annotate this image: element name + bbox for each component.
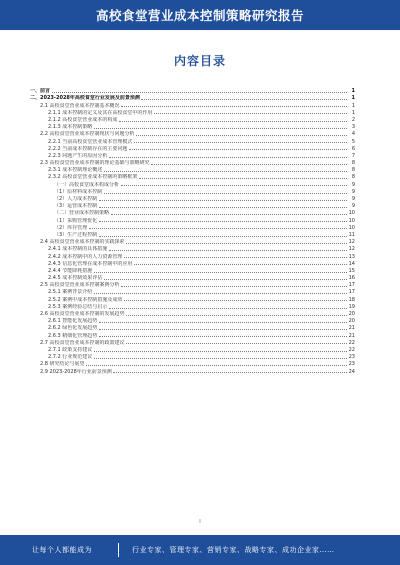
table-of-contents	[30, 87, 355, 375]
toc-entry-page: 15	[348, 267, 355, 274]
toc-entry-page: 14	[348, 260, 355, 267]
toc-entry-page: 18	[348, 296, 355, 303]
toc-entry[interactable]	[30, 288, 355, 295]
report-title: 高校食堂营业成本控制策略研究报告	[95, 8, 304, 23]
toc-entry[interactable]	[30, 245, 355, 252]
toc-entry-page: 5	[351, 138, 355, 145]
toc-entry-text: 2.7.2 行业规范建议	[48, 354, 93, 361]
toc-leader-dots	[126, 243, 346, 244]
toc-entry-page: 1	[351, 88, 355, 95]
toc-leader-dots	[126, 315, 346, 316]
toc-leader-dots	[126, 343, 346, 344]
toc-entry-text: 2.1.3 成本控制策略	[48, 124, 93, 131]
toc-entry[interactable]	[30, 324, 355, 331]
toc-entry-page: 11	[348, 231, 355, 238]
toc-leader-dots	[86, 365, 346, 366]
toc-entry-page: 1	[351, 102, 355, 109]
toc-leader-dots	[154, 113, 347, 114]
toc-entry-text: 一、前言	[30, 88, 51, 95]
toc-entry-page: 22	[348, 339, 355, 346]
toc-entry-page: 16	[348, 275, 355, 282]
toc-entry[interactable]	[30, 145, 355, 152]
toc-entry-text: （一）高校食堂成本构成分析	[54, 181, 120, 188]
toc-entry-page: 3	[351, 124, 355, 131]
toc-entry[interactable]	[30, 339, 355, 346]
toc-entry[interactable]	[30, 173, 355, 180]
toc-entry[interactable]	[30, 195, 355, 202]
page-number: I	[199, 519, 201, 525]
toc-leader-dots	[52, 92, 347, 93]
toc-entry[interactable]	[30, 209, 355, 216]
toc-leader-dots	[109, 308, 347, 309]
toc-entry-text: 2.2.2 当前成本控制存在的主要问题	[48, 145, 128, 152]
toc-entry-page: 9	[351, 203, 355, 210]
toc-entry[interactable]	[30, 109, 355, 116]
toc-entry-text: 2.4 高校食堂营业成本控制的实践探索	[40, 239, 125, 246]
toc-leader-dots	[104, 193, 347, 194]
toc-entry-text: 2.6.2 绿色化发展趋势	[48, 325, 98, 332]
toc-entry-text: 二、2023-2028年高校食堂行业发展及前景预测	[30, 95, 140, 102]
toc-entry-page: 20	[348, 311, 355, 317]
toc-entry-page: 4	[351, 131, 355, 138]
toc-entry[interactable]	[30, 260, 355, 267]
toc-entry-text: 2.4.1 成本控制的具体措施	[48, 246, 108, 253]
toc-entry-page: 2	[351, 116, 355, 123]
toc-entry-page: 23	[348, 354, 355, 361]
toc-entry[interactable]	[30, 224, 355, 231]
toc-entry-page: 22	[348, 346, 355, 353]
toc-entry-page: 10	[348, 210, 355, 217]
toc-entry-text: 2.2.3 问题产生的原因分析	[48, 152, 108, 159]
toc-entry[interactable]	[30, 180, 355, 187]
toc-entry-page: 8	[351, 160, 355, 167]
toc-entry-page: 10	[348, 224, 355, 231]
toc-entry-page: 20	[348, 318, 355, 325]
toc-entry[interactable]	[30, 331, 355, 338]
toc-entry-page: 24	[348, 368, 355, 375]
toc-leader-dots	[121, 106, 346, 107]
toc-entry[interactable]	[30, 303, 355, 310]
toc-entry-page: 13	[348, 253, 355, 260]
toc-leader-dots	[94, 293, 347, 294]
toc-leader-dots	[104, 279, 347, 280]
toc-entry-page: 7	[351, 152, 355, 159]
toc-leader-dots	[99, 236, 347, 237]
toc-entry[interactable]	[30, 281, 355, 288]
toc-entry[interactable]	[30, 87, 355, 94]
toc-entry-text: 2.6.1 智能化发展趋势	[48, 318, 98, 325]
toc-entry[interactable]	[30, 94, 355, 101]
toc-entry-text: 2.5.2 案例中成本控制措施及成效	[48, 296, 123, 303]
toc-entry[interactable]	[30, 317, 355, 324]
toc-leader-dots	[129, 149, 347, 150]
toc-entry[interactable]	[30, 188, 355, 195]
toc-leader-dots	[104, 171, 347, 172]
toc-leader-dots	[141, 99, 346, 100]
toc-entry[interactable]	[30, 137, 355, 144]
toc-entry-page: 8	[351, 167, 355, 174]
toc-leader-dots	[134, 142, 347, 143]
toc-entry[interactable]	[30, 216, 355, 223]
toc-entry-text: 2.3.1 成本控制理论概述	[48, 167, 103, 174]
toc-entry[interactable]	[30, 202, 355, 209]
toc-entry-text: （2）库存管理	[54, 224, 88, 231]
toc-leader-dots	[139, 178, 347, 179]
toc-entry-page: 12	[348, 239, 355, 246]
toc-leader-dots	[124, 257, 347, 258]
toc-entry-text: 2.1 高校食堂营业成本控制基本概况	[40, 102, 120, 109]
toc-leader-dots	[113, 372, 346, 373]
toc-entry[interactable]	[30, 101, 355, 108]
toc-leader-dots	[99, 336, 347, 337]
report-header	[0, 0, 400, 30]
toc-entry-page: 19	[348, 303, 355, 310]
toc-entry[interactable]	[30, 252, 355, 259]
toc-leader-dots	[99, 200, 347, 201]
toc-entry-text: 2.9 2023-2028年行业前景预测	[40, 368, 112, 375]
toc-leader-dots	[121, 185, 347, 186]
footer-roles: 行业专家、管理专家、营销专家、战略专家、成功企业家……	[132, 546, 335, 554]
toc-entry[interactable]	[30, 231, 355, 238]
toc-entry[interactable]	[30, 166, 355, 173]
report-footer	[0, 535, 400, 565]
toc-entry-text: 2.6.3 精细化管理趋势	[48, 332, 98, 339]
toc-entry-page: 21	[348, 332, 355, 339]
toc-entry-page: 1	[351, 95, 355, 102]
toc-entry-text: （二）营业成本控制策略	[54, 210, 110, 217]
toc-entry-text: 2.4.4 节能降耗措施	[48, 267, 93, 274]
toc-entry[interactable]	[30, 116, 355, 123]
toc-leader-dots	[111, 214, 347, 215]
toc-entry[interactable]	[30, 346, 355, 353]
toc-entry-text: 2.3.2 高校食堂营业成本控制的策略框架	[48, 174, 138, 181]
toc-entry[interactable]	[30, 238, 355, 245]
toc-entry-page: 9	[351, 196, 355, 202]
toc-entry-text: 2.8 研究结论与展望	[40, 361, 85, 368]
toc-leader-dots	[94, 358, 347, 359]
toc-leader-dots	[109, 157, 347, 158]
toc-entry-page: 10	[348, 217, 355, 224]
toc-entry-text: （1）原材料成本控制	[54, 188, 103, 195]
toc-entry-text: 2.5.1 案例背景介绍	[48, 289, 93, 296]
toc-entry-text: 2.3 高校食堂营业成本控制的理论基础与策略研究	[40, 160, 150, 167]
toc-leader-dots	[99, 221, 347, 222]
toc-entry-page: 9	[351, 181, 355, 188]
toc-leader-dots	[99, 322, 347, 323]
toc-entry-page: 1	[351, 109, 355, 116]
toc-entry-page: 21	[348, 325, 355, 332]
toc-entry[interactable]	[30, 123, 355, 130]
toc-entry-text: 2.2 高校食堂营业成本控制现状与问题分析	[40, 131, 135, 138]
toc-entry-page: 23	[348, 361, 355, 368]
toc-entry-text: 2.5.3 案例经验总结与启示	[48, 303, 108, 310]
toc-entry[interactable]	[30, 360, 355, 367]
toc-entry[interactable]	[30, 295, 355, 302]
toc-entry-page: 9	[351, 188, 355, 195]
toc-entry-text: 2.7 高校食堂营业成本控制的政策建议	[40, 339, 125, 346]
toc-entry-text: 2.4.2 成本控制中的人力资源管理	[48, 253, 123, 260]
toc-entry[interactable]	[30, 274, 355, 281]
footer-slogan: 让每个人都能成为	[32, 546, 92, 554]
toc-entry-page: 17	[348, 289, 355, 296]
footer-divider	[118, 543, 119, 557]
toc-entry-text: 2.4.5 成本控制效果评估	[48, 275, 103, 282]
toc-entry-text: 2.7.1 政策支持建议	[48, 346, 93, 353]
toc-entry-text: （1）采购管理优化	[54, 217, 98, 224]
toc-entry-text: 2.6 高校食堂营业成本控制的发展趋势	[40, 311, 125, 317]
toc-entry-text: （2）人力成本控制	[54, 196, 98, 202]
toc-leader-dots	[124, 300, 347, 301]
toc-leader-dots	[94, 128, 347, 129]
toc-entry-text: 2.1.1 成本控制的定义及其在高校食堂中的作用	[48, 109, 153, 116]
toc-title: 内容目录	[173, 54, 226, 68]
toc-entry[interactable]	[30, 367, 355, 374]
toc-entry-text: 2.2.1 当前高校食堂营业成本管理模式	[48, 138, 133, 145]
toc-entry-text: （3）生产过程控制	[54, 231, 98, 238]
toc-entry[interactable]	[30, 152, 355, 159]
toc-leader-dots	[99, 329, 347, 330]
toc-leader-dots	[119, 121, 347, 122]
toc-entry-page: 17	[348, 282, 355, 289]
toc-entry[interactable]	[30, 310, 355, 317]
toc-entry-page: 6	[351, 145, 355, 152]
toc-leader-dots	[94, 351, 347, 352]
toc-leader-dots	[109, 250, 347, 251]
toc-entry-page: 12	[348, 246, 355, 253]
toc-entry[interactable]	[30, 130, 355, 137]
toc-entry-page: 8	[351, 174, 355, 181]
toc-leader-dots	[99, 207, 347, 208]
toc-entry[interactable]	[30, 159, 355, 166]
toc-entry-text: （3）运营成本控制	[54, 203, 98, 210]
toc-leader-dots	[121, 286, 346, 287]
toc-entry[interactable]	[30, 267, 355, 274]
toc-entry-text: 2.5 高校食堂营业成本控制案例分析	[40, 282, 120, 289]
toc-leader-dots	[94, 272, 347, 273]
toc-leader-dots	[89, 228, 347, 229]
toc-entry-text: 2.1.2 高校食堂营业成本的构成	[48, 116, 118, 123]
toc-entry-text: 2.4.3 信息化管理在成本控制中的应用	[48, 260, 133, 267]
toc-leader-dots	[136, 135, 346, 136]
toc-entry[interactable]	[30, 353, 355, 360]
toc-leader-dots	[151, 164, 346, 165]
toc-leader-dots	[134, 264, 347, 265]
